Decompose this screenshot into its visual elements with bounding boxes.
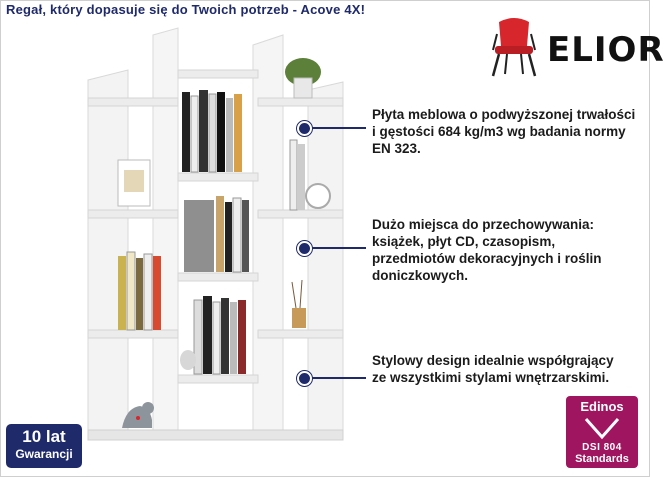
feature-text-1: Płyta meblowa o podwyższonej trwałości i gęstości 684 kg/m3 wg badania normy EN 323. xyxy=(372,107,636,156)
bookshelf-image xyxy=(78,20,358,450)
certificate-name: Edinos xyxy=(580,399,624,414)
warranty-badge xyxy=(6,424,82,468)
callout-line-3 xyxy=(312,377,366,379)
brand-name: ELIOR xyxy=(547,30,665,70)
chair-icon xyxy=(485,16,543,78)
page-title: Regał, który dopasuje się do Twoich potrzeb - Acove 4X! xyxy=(6,2,366,17)
feature-text-2: Dużo miejsca do przechowywania: książek, płyt CD, czasopism, przedmiotów dekoracyjnych i roślin doniczkowych. xyxy=(372,217,602,283)
warranty-years: 10 lat xyxy=(22,427,66,446)
certificate-label: Standards xyxy=(575,453,629,465)
certificate-badge xyxy=(566,396,638,468)
callout-dot-2 xyxy=(297,241,312,256)
callout-dot-1 xyxy=(297,121,312,136)
warranty-label: Gwarancji xyxy=(15,447,73,461)
brand-logo xyxy=(485,14,665,84)
checkmark-icon xyxy=(582,415,622,441)
callout-line-2 xyxy=(312,247,366,249)
callout-line-1 xyxy=(312,127,366,129)
feature-text-3: Stylowy design idealnie współgrający ze wszystkimi stylami wnętrzarskimi. xyxy=(372,353,614,385)
certificate-code: DSI 804 xyxy=(582,442,622,453)
callout-dot-3 xyxy=(297,371,312,386)
